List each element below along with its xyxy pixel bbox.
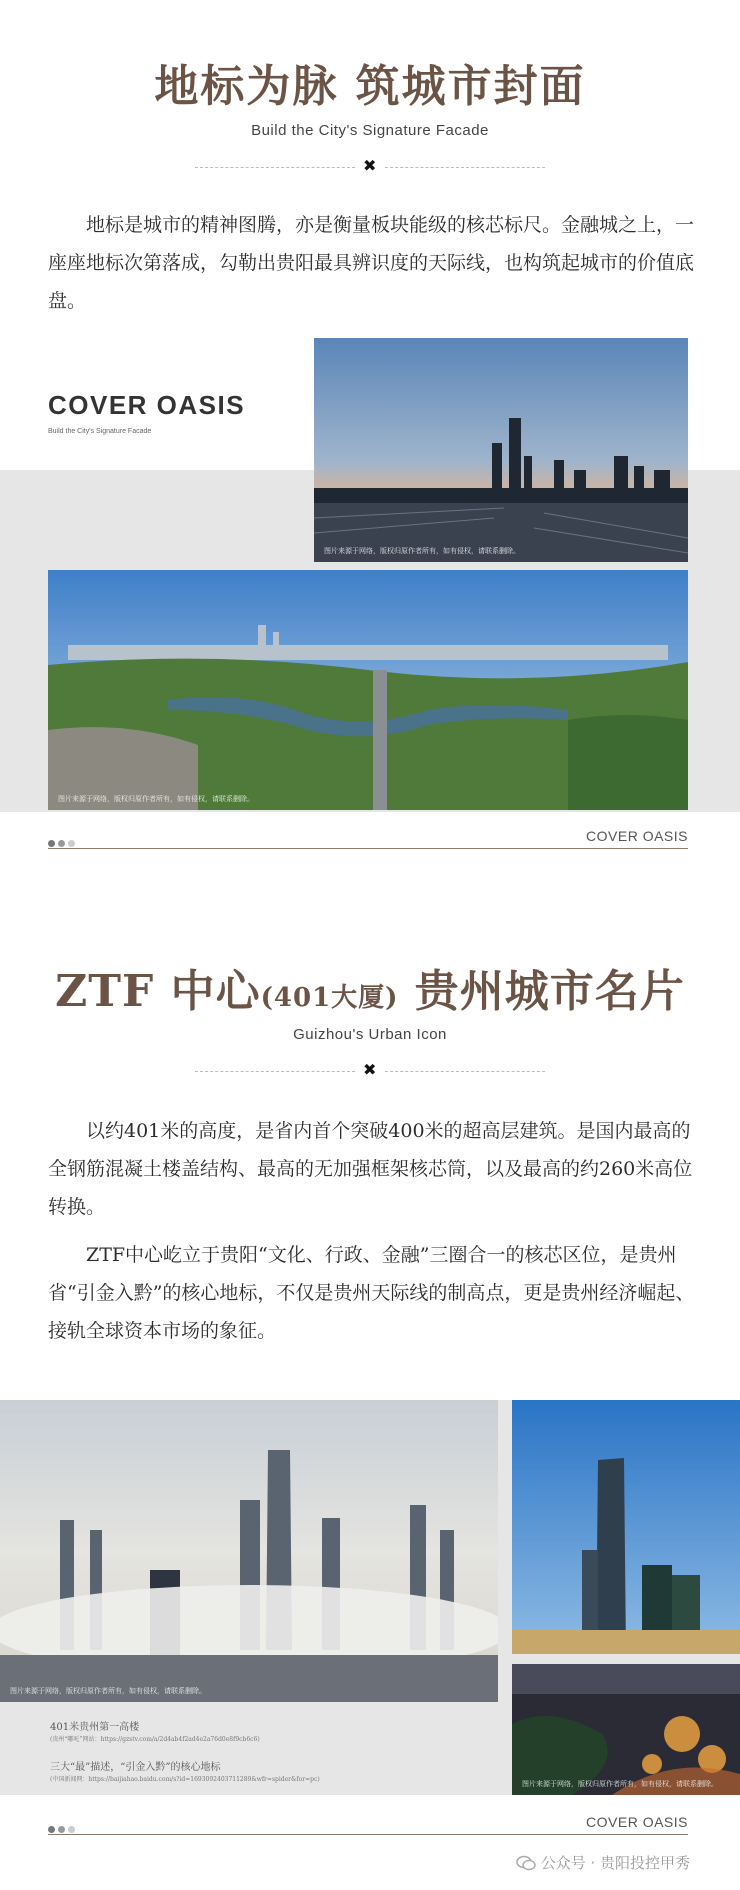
section1-title: 地标为脉 筑城市封面 bbox=[154, 61, 586, 112]
caption2-source: (中国新闻网：https://baijiahao.baidu.com/s?id=1693092403711289&wfr=spider&for=pc) bbox=[50, 1776, 320, 1783]
wechat-icon bbox=[516, 1855, 536, 1871]
section1-divider bbox=[195, 156, 545, 175]
watermark bbox=[516, 1852, 690, 1873]
caption1-source: (贵州“哪吒”网站：https://gzstv.com/a/2d4ab4f2ad4e2a76d0e8f9cb6c6) bbox=[50, 1736, 260, 1743]
panorama-image bbox=[48, 570, 688, 810]
skyline-dusk-photo bbox=[314, 338, 688, 562]
section1-footer-label: COVER OASIS bbox=[586, 828, 688, 844]
cross-icon: ✖ bbox=[363, 156, 377, 175]
section2-title-tail: 贵州城市名片 bbox=[398, 966, 685, 1017]
cover-subtitle: Build the City's Signature Facade bbox=[48, 428, 152, 435]
caption2-title: 三大“最”描述，“引金入黔”的核心地标 bbox=[50, 1762, 221, 1773]
tower-day-image bbox=[512, 1400, 740, 1654]
section2-footer-line bbox=[48, 1834, 688, 1835]
section1-paragraph: 地标是城市的精神图腾，亦是衡量板块能级的核芯标尺。金融城之上，一座座地标次第落成，勾勒出贵阳最具辨识度的天际线，也构筑起城市的价值底盘。 bbox=[48, 214, 695, 312]
night-city-image bbox=[512, 1664, 740, 1795]
photo-credit: 图片来源于网络，版权归原作者所有，如有侵权，请联系删除。 bbox=[58, 795, 254, 803]
watermark-text: 公众号 · 贵阳投控甲秀 bbox=[540, 1854, 690, 1872]
misty-towers-image bbox=[0, 1400, 498, 1702]
caption1-title: 401米贵州第一高楼 bbox=[50, 1722, 140, 1733]
section1-subtitle: Build the City's Signature Facade bbox=[251, 122, 489, 139]
night-city-photo bbox=[512, 1664, 740, 1795]
photo-credit: 图片来源于网络，版权归原作者所有，如有侵权，请联系删除。 bbox=[522, 1780, 718, 1788]
section2-title-paren: (401大厦) bbox=[260, 983, 399, 1013]
skyline-dusk-image bbox=[314, 338, 688, 562]
section2-title-main: ZTF 中心 bbox=[55, 966, 261, 1017]
photo-credit: 图片来源于网络，版权归原作者所有，如有侵权，请联系删除。 bbox=[10, 1687, 206, 1695]
misty-towers-photo bbox=[0, 1400, 498, 1702]
cross-icon: ✖ bbox=[363, 1060, 377, 1079]
section2-divider bbox=[195, 1060, 545, 1079]
photo-credit: 图片来源于网络，版权归原作者所有，如有侵权，请联系删除。 bbox=[324, 547, 520, 555]
section2-footer-label: COVER OASIS bbox=[586, 1814, 688, 1830]
cover-title: COVER OASIS bbox=[48, 390, 246, 420]
tower-day-photo bbox=[512, 1400, 740, 1654]
section1-footer-line bbox=[48, 848, 688, 849]
section2-paragraph-2: ZTF中心屹立于贵阳“文化、行政、金融”三圈合一的核芯区位，是贵州省“引金入黔”的核心地标，不仅是贵州天际线的制高点，更是贵州经济崛起、接轨全球资本市场的象征。 bbox=[48, 1244, 695, 1342]
section2-subtitle: Guizhou's Urban Icon bbox=[293, 1026, 447, 1043]
section2-title bbox=[0, 955, 740, 1019]
section2-paragraph-1: 以约401米的高度，是省内首个突破400米的超高层建筑。是国内最高的全钢筋混凝土楼盖结构、最高的无加强框架核芯筒，以及最高的约260米高位转换。 bbox=[48, 1120, 693, 1218]
panorama-photo bbox=[48, 570, 688, 810]
